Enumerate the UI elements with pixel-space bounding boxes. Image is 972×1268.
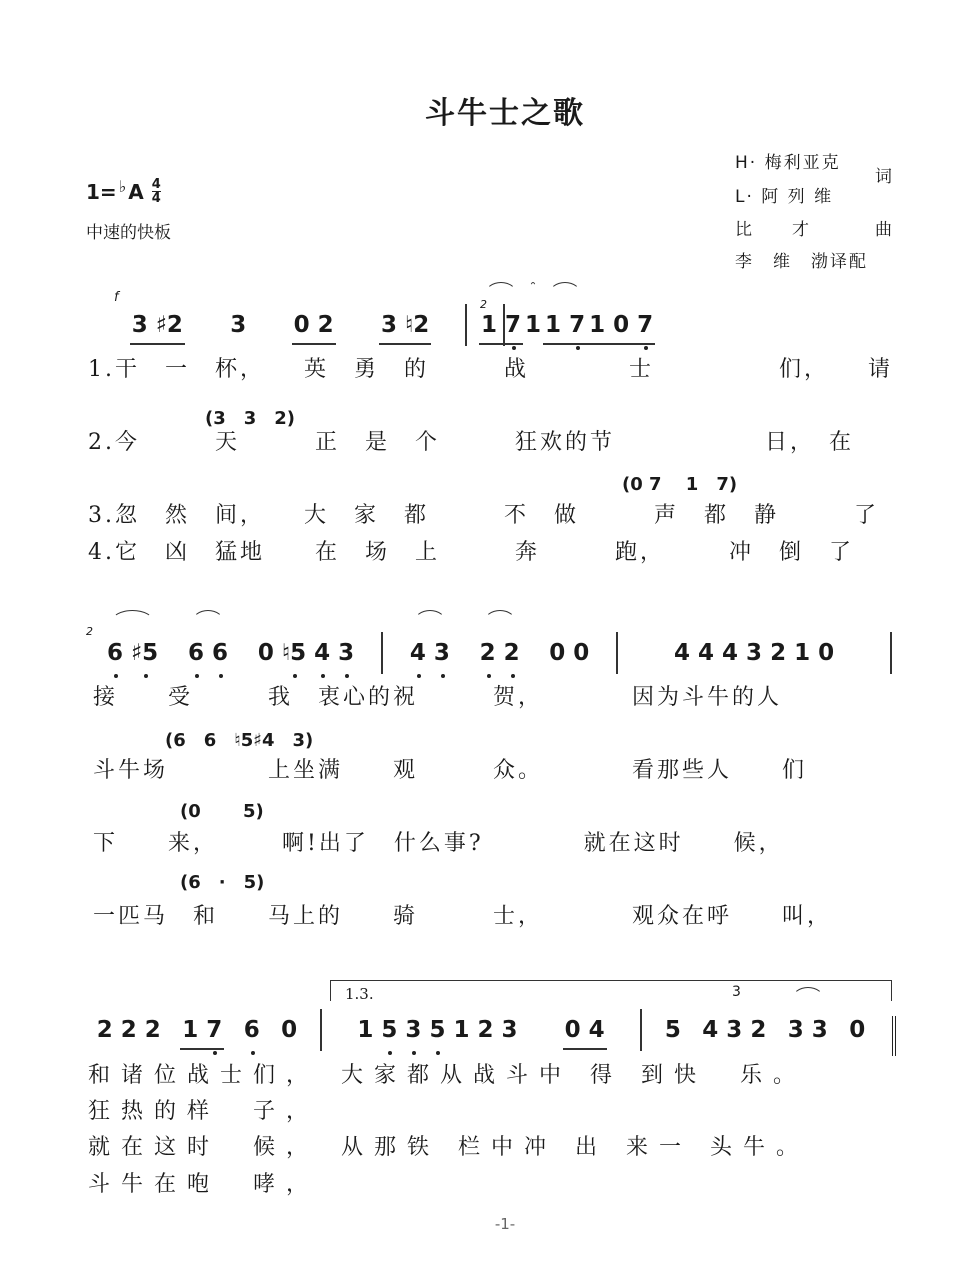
note-group <box>663 1015 683 1048</box>
lyrics-role: 词 <box>875 167 894 187</box>
note-group <box>292 310 336 345</box>
note-group <box>479 310 523 345</box>
dynamic-forte: f <box>114 290 119 305</box>
note-group <box>242 1015 262 1048</box>
alt-notes: (6 6 ♮5♯4 3) <box>165 730 314 751</box>
note: 5 <box>429 1017 446 1043</box>
note: 1 <box>453 1017 470 1043</box>
barline <box>890 632 892 674</box>
note-group <box>180 1015 224 1050</box>
note: ♯2 <box>155 312 183 338</box>
note: 4 <box>722 640 739 666</box>
note-group <box>672 638 836 671</box>
note-group <box>379 310 431 345</box>
note: 7 <box>637 312 654 338</box>
lyric-verse-3: 3.忽 然 间， 大 家 都 不 做 声 都 静 了 <box>88 503 879 528</box>
time-signature <box>152 178 161 205</box>
note-group <box>478 638 522 671</box>
note: 0 <box>849 1017 866 1043</box>
alt-notes: (3 3 2) <box>205 408 296 429</box>
note: ♮5 <box>281 640 307 666</box>
note: 2 <box>120 1017 137 1043</box>
song-title: 斗牛士之歌 <box>425 96 585 131</box>
lyric-verse-2: 2.今 天 正 是 个 狂欢的节 日， 在 <box>88 430 854 455</box>
note-group <box>408 638 452 671</box>
key-flat: ♭ <box>118 177 127 196</box>
note-group <box>523 310 543 343</box>
time-top: 4 <box>151 177 161 192</box>
barline <box>640 1009 642 1051</box>
note-group <box>587 310 655 345</box>
lyric-verse-3: 下 来， 啊!出了 什么事? 就在这时 候， <box>93 831 784 856</box>
notes-row <box>92 638 892 678</box>
note: 4 <box>702 1017 719 1043</box>
page-number: -1- <box>494 1215 516 1233</box>
note: 4 <box>698 640 715 666</box>
note-group <box>563 1015 607 1050</box>
note-group <box>355 1015 519 1048</box>
note: 6 <box>106 640 123 666</box>
key-tonic: A <box>128 179 144 204</box>
note: 7 <box>569 312 586 338</box>
note: 6 <box>212 640 229 666</box>
note: 1 <box>525 312 542 338</box>
note: 6 <box>187 640 204 666</box>
note: 4 <box>588 1017 605 1043</box>
note-group <box>130 310 185 345</box>
note: 3 <box>501 1017 518 1043</box>
barline <box>616 632 618 674</box>
measure <box>654 1015 876 1055</box>
note-group <box>786 1015 830 1048</box>
lyric-verse-2: 狂热的样 子， <box>88 1099 320 1124</box>
measure <box>395 638 604 678</box>
lyric-verse-1: 1.干 一 杯， 英 勇 的 战 士 们， 请 <box>88 357 893 382</box>
note: 0 <box>613 312 630 338</box>
measure <box>630 638 878 678</box>
alt-notes: (0 7 1 7) <box>622 474 738 495</box>
triplet-mark: 3 <box>732 984 741 1000</box>
grace-mark: 2 <box>480 298 487 311</box>
note: 3 <box>811 1017 828 1043</box>
note-group <box>847 1015 867 1048</box>
note: 4 <box>409 640 426 666</box>
lyric-verse-1: 接 受 我 衷心的祝 贺， 因为斗牛的人 <box>93 685 783 710</box>
note-group <box>186 638 230 671</box>
composer-role: 曲 <box>875 220 894 240</box>
note: 3 <box>230 312 247 338</box>
note: 2 <box>479 640 496 666</box>
note: 3 <box>726 1017 743 1043</box>
note-group <box>547 638 591 671</box>
measure <box>86 1015 308 1055</box>
note-group <box>279 1015 299 1048</box>
lyric-verse-3: 就在这时 候， 从那铁 栏中冲 出 来一 头牛。 <box>88 1135 809 1160</box>
note: ♮2 <box>405 312 430 338</box>
note-group <box>105 638 160 671</box>
time-bottom: 4 <box>151 191 161 206</box>
note: 0 <box>564 1017 581 1043</box>
measure <box>334 1015 628 1055</box>
note: ♯5 <box>130 640 159 666</box>
alt-notes: (6 · 5) <box>180 872 265 893</box>
measure <box>479 310 654 350</box>
alt-notes: (0 5) <box>180 801 264 822</box>
note: 5 <box>381 1017 398 1043</box>
note: 2 <box>770 640 787 666</box>
lyric-verse-2: 斗牛场 上坐满 观 众。 看那些人 们 <box>93 758 808 783</box>
note: 7 <box>505 312 522 338</box>
note: 7 <box>206 1017 223 1043</box>
key-prefix: 1= <box>86 179 117 204</box>
note: 0 <box>573 640 590 666</box>
barline <box>465 304 467 346</box>
notes-row <box>86 1015 876 1055</box>
note: 0 <box>293 312 310 338</box>
note: 1 <box>481 312 498 338</box>
note-group <box>256 638 356 671</box>
lyric-verse-4: 4.它 凶 猛地 在 场 上 奔 跑， 冲 倒 了 <box>88 540 854 565</box>
composer: 比 才 <box>735 220 811 240</box>
note: 0 <box>818 640 835 666</box>
note: 0 <box>549 640 566 666</box>
note-group <box>95 1015 163 1048</box>
note: 0 <box>257 640 274 666</box>
note-group <box>543 310 587 345</box>
repeat-end-barline <box>878 1016 896 1056</box>
note: 1 <box>357 1017 374 1043</box>
note: 2 <box>144 1017 161 1043</box>
lyric-verse-4: 一匹马 和 马上的 骑 士， 观众在呼 叫， <box>93 904 833 929</box>
note: 3 <box>433 640 450 666</box>
note: 2 <box>477 1017 494 1043</box>
note: 2 <box>503 640 520 666</box>
volta-label: 1.3. <box>345 985 374 1003</box>
note: 3 <box>787 1017 804 1043</box>
lyricist-1: H· 梅利亚克 <box>735 153 841 173</box>
note: 1 <box>545 312 562 338</box>
notes-row <box>108 310 892 350</box>
note: 3 <box>746 640 763 666</box>
key-signature <box>86 178 161 205</box>
measure <box>108 310 453 350</box>
note: 1 <box>589 312 606 338</box>
translator: 李 维 渤译配 <box>735 252 868 272</box>
grace-mark: 2 <box>86 625 93 638</box>
note-group <box>228 310 248 343</box>
lyric-verse-1: 和诸位战士们， 大家都从战斗中 得 到快 乐。 <box>88 1063 806 1088</box>
note: 0 <box>281 1017 298 1043</box>
note: 3 <box>131 312 148 338</box>
note: 5 <box>664 1017 681 1043</box>
note: 1 <box>794 640 811 666</box>
note: 2 <box>750 1017 767 1043</box>
barline <box>381 632 383 674</box>
note: 2 <box>317 312 334 338</box>
tempo-marking: 中速的快板 <box>86 223 171 243</box>
note-group <box>700 1015 768 1048</box>
lyricist-2: L· 阿 列 维 <box>735 187 834 207</box>
lyric-verse-4: 斗牛在咆 哮， <box>88 1172 320 1197</box>
note: 3 <box>405 1017 422 1043</box>
note: 1 <box>182 1017 199 1043</box>
note: 4 <box>674 640 691 666</box>
note: 6 <box>243 1017 260 1043</box>
note: 2 <box>96 1017 113 1043</box>
note: 3 <box>381 312 398 338</box>
barline <box>320 1009 322 1051</box>
note: 4 <box>314 640 331 666</box>
note: 3 <box>338 640 355 666</box>
measure <box>92 638 369 678</box>
